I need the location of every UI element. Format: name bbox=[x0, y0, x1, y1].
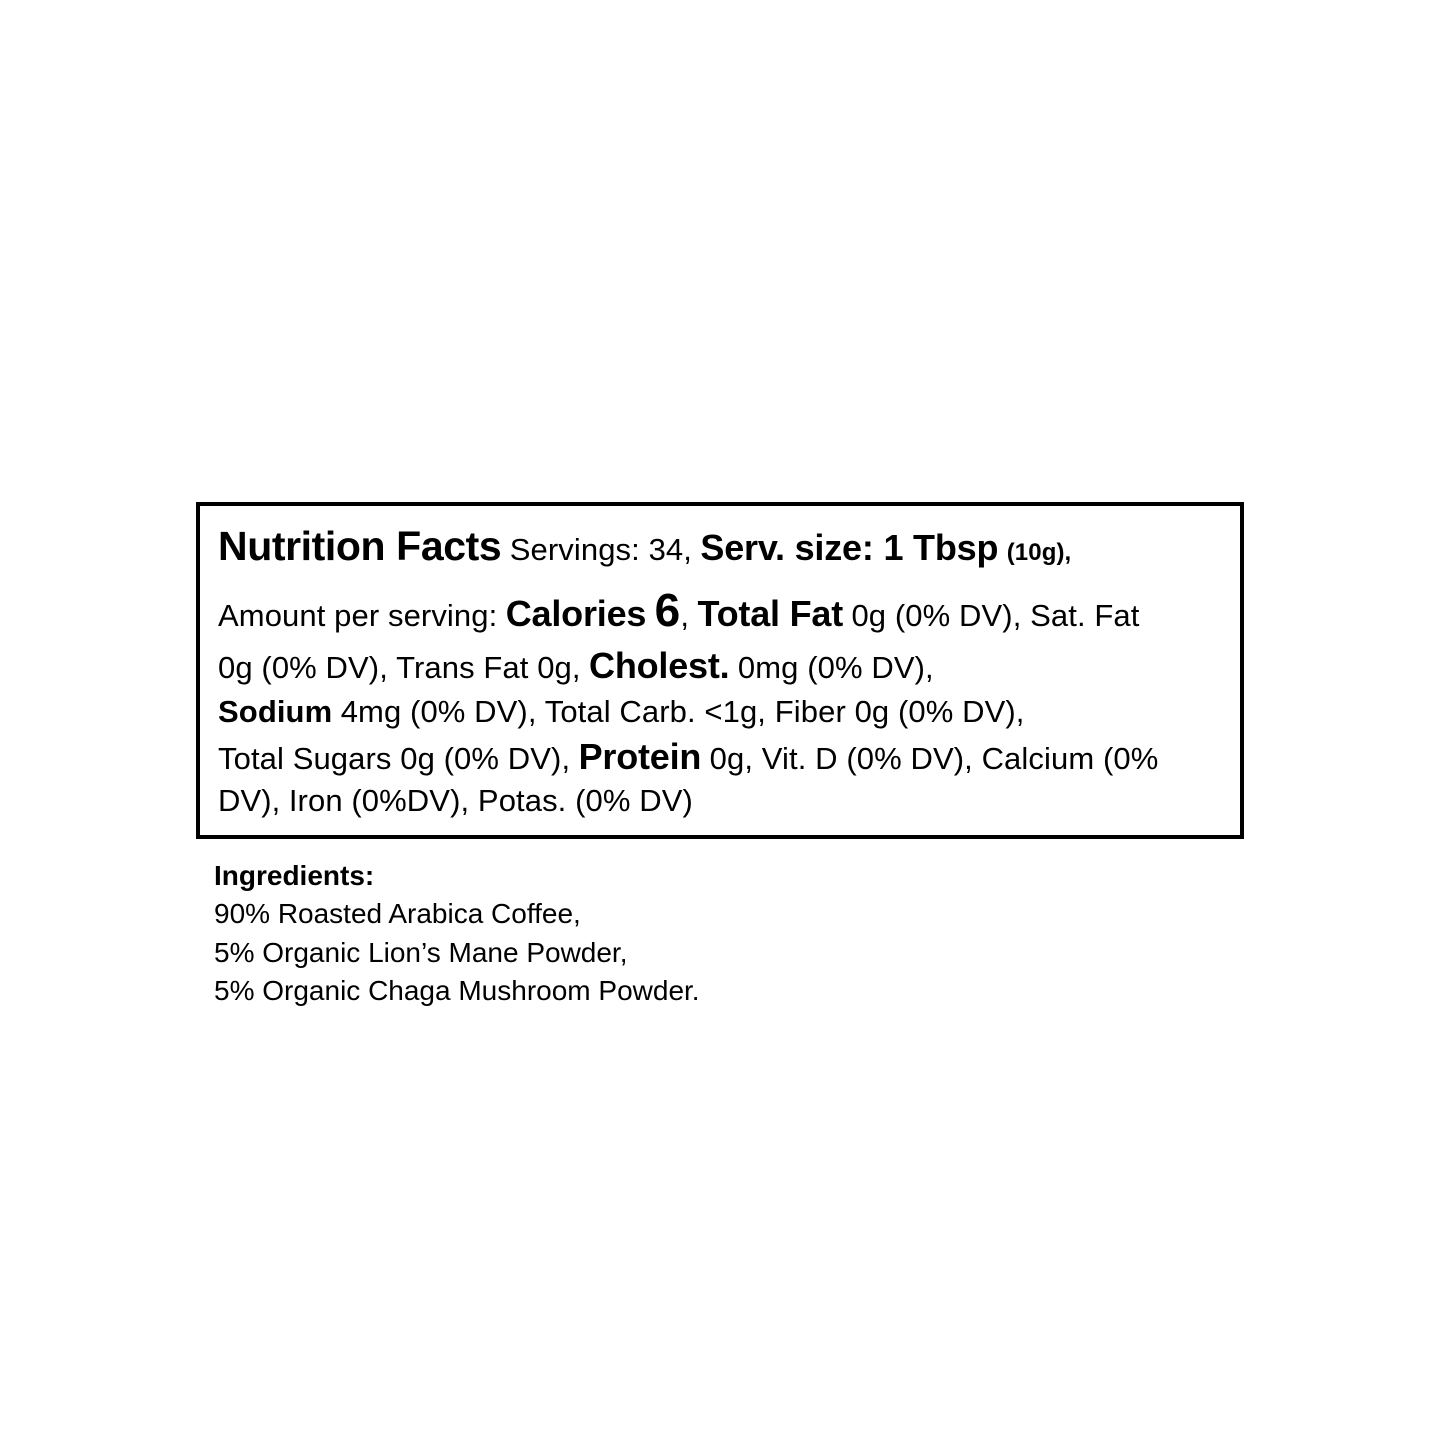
protein-label: Protein bbox=[578, 736, 702, 778]
sat-fat-value: 0g (0% DV), Trans Fat 0g, bbox=[218, 650, 581, 686]
sodium-value: 4mg (0% DV), Total Carb. <1g, Fiber 0g (0% DV), bbox=[340, 693, 1025, 729]
sodium-row bbox=[218, 692, 1222, 732]
total-sugars-value: Total Sugars 0g (0% DV), bbox=[218, 741, 571, 777]
total-fat-label: Total Fat bbox=[697, 593, 844, 635]
ingredient-line: 5% Organic Chaga Mushroom Powder. bbox=[214, 975, 700, 1007]
minerals-value: Iron (0%DV), Potas. (0% DV) bbox=[288, 782, 693, 818]
serving-size-label: Serv. size: 1 Tbsp bbox=[700, 527, 999, 568]
cholesterol-row bbox=[218, 643, 1222, 690]
cholesterol-value: 0mg (0% DV), bbox=[737, 650, 934, 686]
ingredient-line: 90% Roasted Arabica Coffee, bbox=[214, 898, 581, 930]
nutrition-title-row bbox=[218, 520, 1222, 573]
calories-comma: , bbox=[680, 598, 690, 634]
amount-per-serving-label: Amount per serving: bbox=[218, 598, 498, 634]
cholesterol-label: Cholest. bbox=[589, 645, 730, 687]
ingredient-line: 5% Organic Lion’s Mane Powder, bbox=[214, 936, 628, 968]
nutrition-label bbox=[196, 502, 1244, 1011]
calories-value: 6 bbox=[654, 584, 681, 637]
calories-row bbox=[218, 581, 1222, 641]
servings-value: Servings: 34, bbox=[509, 532, 692, 567]
calories-label: Calories bbox=[505, 593, 647, 635]
ingredients-heading: Ingredients: bbox=[214, 860, 375, 892]
protein-value: 0g, Vit. D (0% DV), Calcium (0% DV), bbox=[218, 741, 1159, 818]
protein-row bbox=[218, 734, 1222, 821]
serving-size-metric: (10g), bbox=[1006, 539, 1072, 566]
nutrition-facts-panel bbox=[196, 502, 1244, 839]
ingredients-section bbox=[196, 857, 1244, 1011]
sodium-label: Sodium bbox=[218, 693, 333, 729]
total-fat-value: 0g (0% DV), Sat. Fat bbox=[851, 598, 1140, 634]
nutrition-facts-title: Nutrition Facts bbox=[218, 523, 502, 569]
